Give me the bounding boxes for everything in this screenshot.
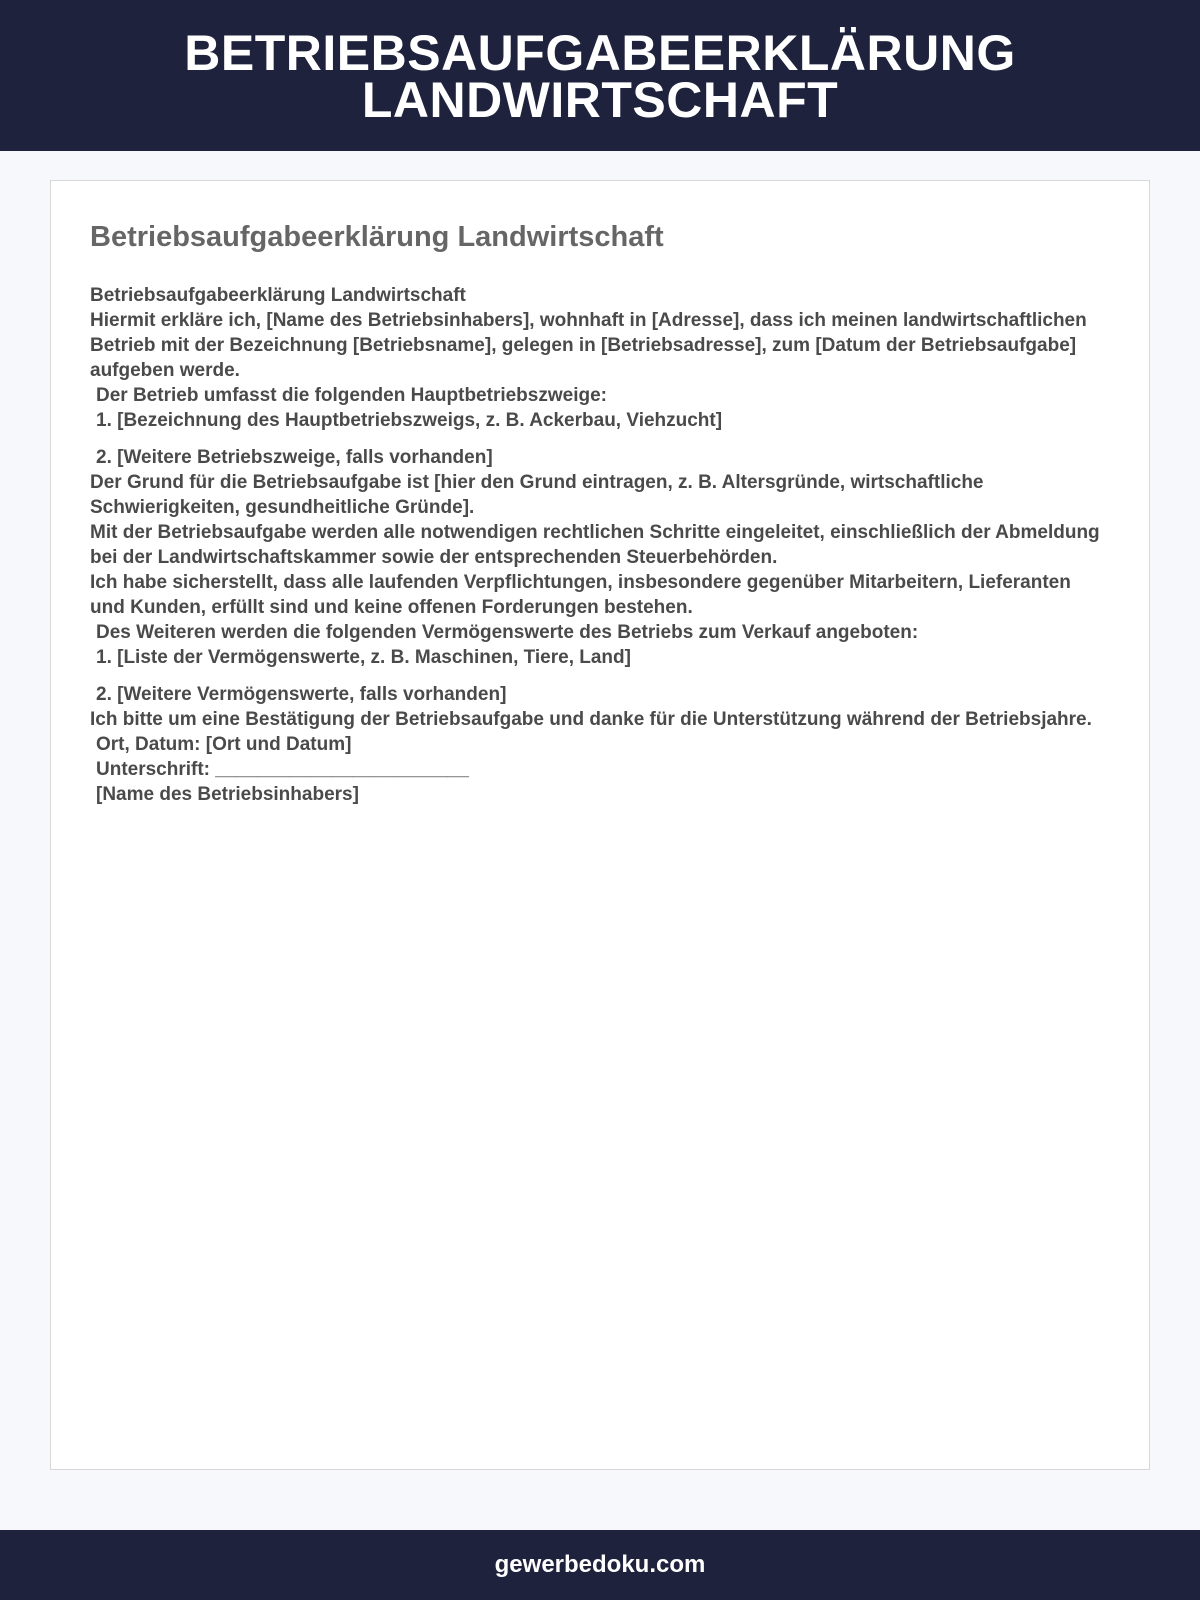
closing-paragraph: Ich bitte um eine Bestätigung der Betriebsaufgabe und danke für die Unterstützung während der Betriebsjahre. — [90, 709, 1092, 730]
reason-paragraph: Der Grund für die Betriebsaufgabe ist [hier den Grund eintragen, z. B. Altersgründe, wirtschaftliche Schwierigkeiten, gesundheitliche Gründe]. — [90, 472, 984, 518]
place-date-line: Ort, Datum: [Ort und Datum] — [96, 734, 352, 755]
legal-steps-paragraph: Mit der Betriebsaufgabe werden alle notwendigen rechtlichen Schritte eingeleitet, einschließlich der Abmeldung bei der Landwirtschaftskammer sowie der entsprechenden Steuerbehörden. — [90, 522, 1100, 568]
document-subheading: Betriebsaufgabeerklärung Landwirtschaft — [90, 285, 466, 306]
signer-name: [Name des Betriebsinhabers] — [96, 784, 359, 805]
document-card — [50, 180, 1150, 1470]
signature-line: Unterschrift: ________________________ — [96, 759, 469, 780]
asset-item-1: 1. [Liste der Vermögenswerte, z. B. Maschinen, Tiere, Land] — [96, 647, 631, 668]
page-header — [0, 0, 1200, 151]
branches-intro: Der Betrieb umfasst die folgenden Hauptbetriebszweige: — [96, 385, 607, 406]
asset-item-2: 2. [Weitere Vermögenswerte, falls vorhanden] — [96, 684, 507, 705]
document-heading: Betriebsaufgabeerklärung Landwirtschaft — [90, 221, 664, 253]
intro-paragraph: Hiermit erkläre ich, [Name des Betriebsinhabers], wohnhaft in [Adresse], dass ich meinen landwirtschaftlichen Betrieb mit der Bezeichnung [Betriebsname], gelegen in [Betriebsadresse], zum [Datum der Betriebsaufgabe] aufgeben werde. — [90, 310, 1087, 381]
footer-site-name: gewerbedoku.com — [494, 1551, 706, 1578]
branch-item-2: 2. [Weitere Betriebszweige, falls vorhanden] — [96, 447, 493, 468]
assets-intro: Des Weiteren werden die folgenden Vermögenswerte des Betriebs zum Verkauf angeboten: — [96, 622, 919, 643]
page-title — [0, 25, 1200, 128]
document-body — [90, 283, 1100, 807]
page-footer — [0, 1530, 1200, 1600]
page-title-line-1: BETRIEBSAUFGABEERKLÄRUNG — [184, 25, 1016, 81]
obligations-paragraph: Ich habe sicherstellt, dass alle laufenden Verpflichtungen, insbesondere gegenüber Mitarbeitern, Lieferanten und Kunden, erfüllt sind und keine offenen Forderungen bestehen. — [90, 572, 1071, 618]
branch-item-1: 1. [Bezeichnung des Hauptbetriebszweigs, z. B. Ackerbau, Viehzucht] — [96, 410, 723, 431]
page-title-line-2: LANDWIRTSCHAFT — [361, 72, 839, 128]
